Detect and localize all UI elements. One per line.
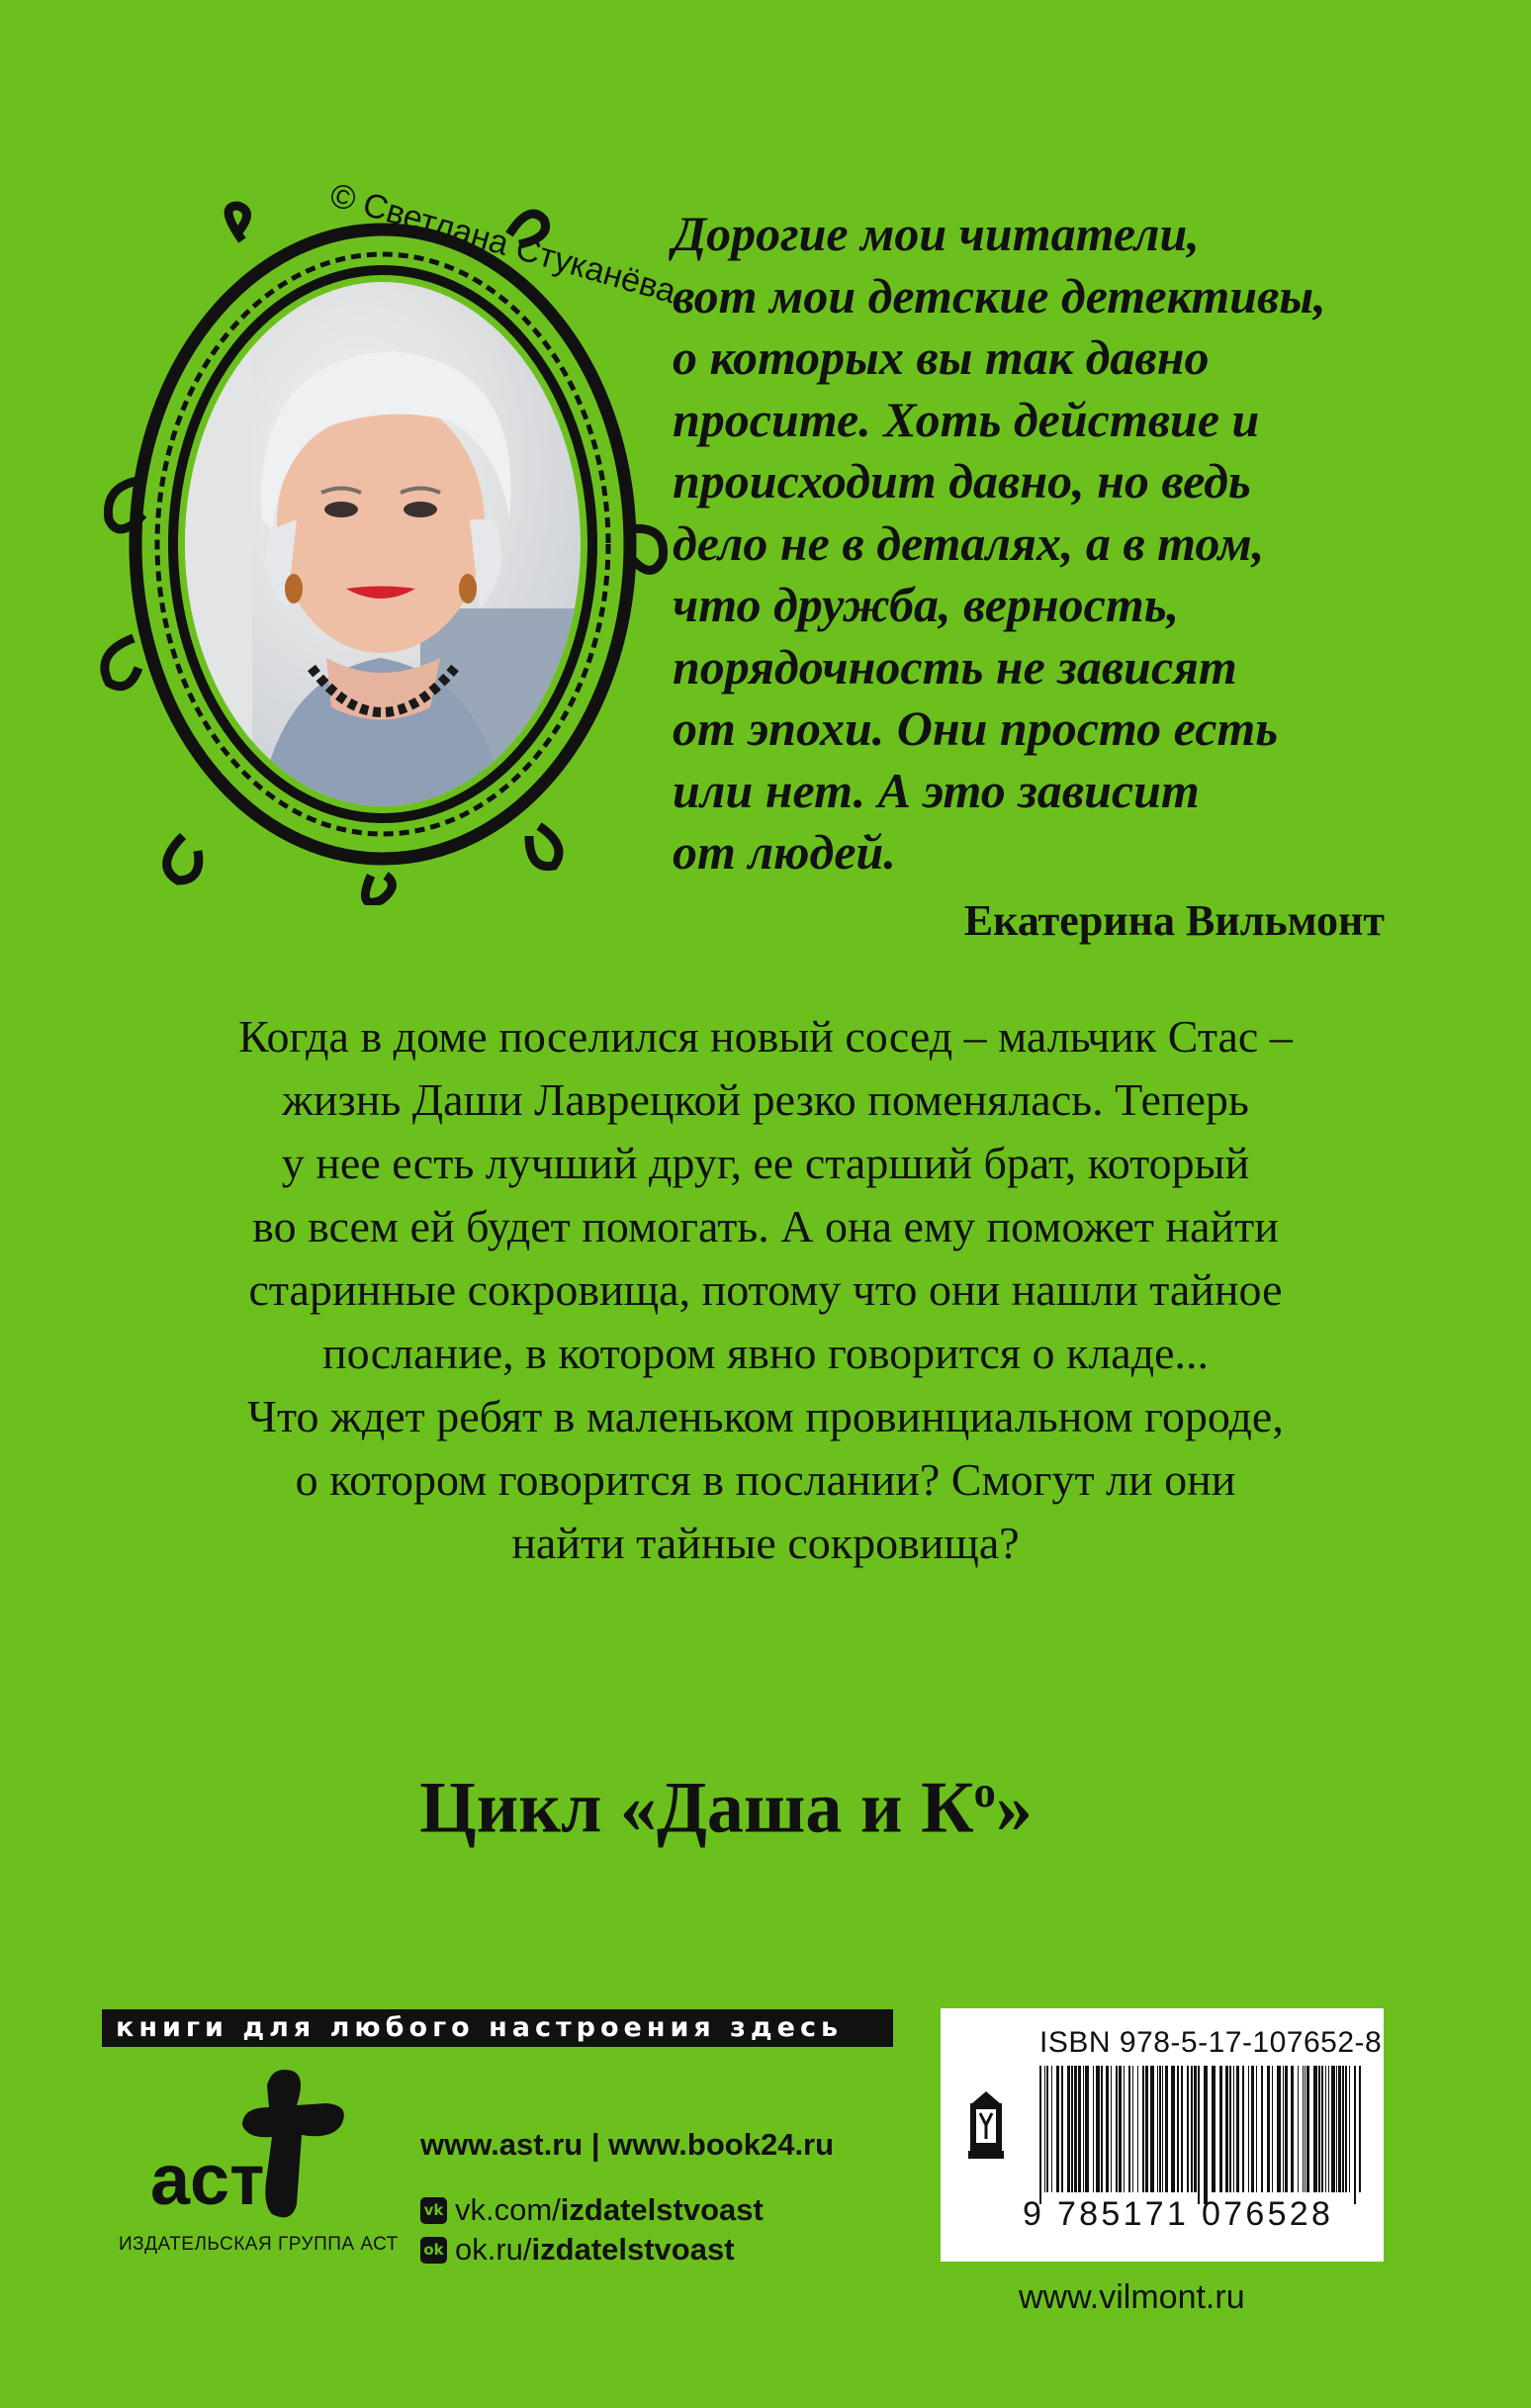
barcode-bar — [1165, 2066, 1168, 2192]
barcode-bar — [1233, 2066, 1234, 2192]
barcode-bar — [1325, 2066, 1326, 2192]
isbn-digits: 9 785171 076528 — [1023, 2195, 1334, 2233]
book-description — [59, 1005, 1472, 1575]
barcode-bar — [1219, 2066, 1222, 2192]
barcode-bar — [1359, 2066, 1361, 2192]
barcode-bar — [1085, 2066, 1089, 2192]
barcode — [1039, 2066, 1366, 2204]
quote-line: просите. Хоть действие и — [673, 391, 1260, 447]
barcode-bar — [1137, 2066, 1138, 2192]
photo-credit: © Светлана Стуканёва — [325, 176, 680, 312]
quote-line: дело не в деталях, а в том, — [673, 514, 1265, 571]
ok-icon: ok — [420, 2237, 447, 2264]
barcode-bar — [1162, 2066, 1163, 2192]
barcode-bar — [1074, 2066, 1077, 2192]
barcode-bar — [1236, 2066, 1239, 2192]
barcode-bar — [1150, 2066, 1154, 2192]
ok-link[interactable] — [420, 2230, 834, 2269]
barcode-bar — [1251, 2066, 1254, 2192]
series-superscript: о — [973, 1767, 996, 1816]
barcode-bar — [1096, 2066, 1100, 2192]
description-line: жизнь Даши Лаврецкой резко поменялась. Теперь — [282, 1074, 1249, 1125]
barcode-bar — [1229, 2066, 1231, 2192]
barcode-bar — [1159, 2066, 1161, 2192]
barcode-bar — [1298, 2066, 1299, 2192]
author-quote — [673, 203, 1424, 883]
barcode-bar — [1248, 2066, 1249, 2192]
logo-text: аст — [150, 2141, 265, 2220]
barcode-bar — [1145, 2066, 1148, 2192]
barcode-bar — [1256, 2066, 1257, 2192]
quote-line: вот мои детские детективы, — [673, 267, 1326, 324]
barcode-bar — [1093, 2066, 1094, 2192]
barcode-bar — [1111, 2066, 1112, 2192]
barcode-bar — [1242, 2066, 1244, 2192]
barcode-bar — [1204, 2066, 1208, 2204]
barcode-bar — [1191, 2066, 1193, 2192]
barcode-bar — [1285, 2066, 1288, 2192]
vk-prefix: vk.com/ — [455, 2192, 561, 2227]
publisher-links — [420, 2127, 834, 2269]
barcode-bar — [1267, 2066, 1270, 2192]
barcode-bar — [1306, 2066, 1309, 2192]
quote-line: о которых вы так давно — [673, 329, 1210, 385]
barcode-bar — [1338, 2066, 1341, 2192]
barcode-bar — [1142, 2066, 1144, 2192]
quote-line: что дружба, верность, — [673, 577, 1180, 632]
description-line: послание, в котором явно говорится о кладе... — [321, 1328, 1210, 1378]
barcode-bar — [1277, 2066, 1281, 2192]
vk-handle: izdatelstvoast — [560, 2192, 764, 2227]
description-line: во всем ей будет помогать. А она ему поможет найти — [252, 1201, 1279, 1251]
barcode-bar — [1303, 2066, 1304, 2192]
barcode-bar — [1181, 2066, 1183, 2192]
quote-author: Екатерина Вильмонт — [963, 896, 1385, 945]
barcode-bar — [1318, 2066, 1320, 2192]
description-line: найти тайные сокровища? — [511, 1518, 1020, 1568]
barcode-bar — [1354, 2066, 1356, 2204]
barcode-bar — [1046, 2066, 1048, 2192]
barcode-bar — [1331, 2066, 1335, 2192]
barcode-bar — [1124, 2066, 1125, 2192]
barcode-bar — [1083, 2066, 1084, 2192]
barcode-bar — [1061, 2066, 1063, 2192]
barcode-bar — [1313, 2066, 1317, 2192]
ok-handle: izdatelstvoast — [531, 2232, 735, 2267]
barcode-bar — [1336, 2066, 1337, 2192]
barcode-bar — [1051, 2066, 1052, 2192]
barcode-bar — [1349, 2066, 1350, 2192]
description-line: Когда в доме поселился новый сосед – мальчик Стас – — [238, 1011, 1293, 1062]
publisher-sites[interactable]: www.ast.ru | www.book24.ru — [420, 2127, 835, 2162]
description-line: старинные сокровища, потому что они нашли тайное — [248, 1264, 1283, 1315]
ast-logo-icon — [148, 2066, 366, 2234]
barcode-bar — [1261, 2066, 1263, 2192]
quote-line: от эпохи. Они просто есть — [673, 700, 1279, 756]
quote-line: порядочность не зависят — [673, 638, 1237, 695]
barcode-bar — [1101, 2066, 1103, 2192]
barcode-bar — [1291, 2066, 1294, 2192]
barcode-bar — [1177, 2066, 1179, 2192]
vk-link[interactable] — [420, 2190, 834, 2230]
barcode-bar — [1071, 2066, 1073, 2192]
barcode-bar — [1305, 2066, 1306, 2192]
quote-line: происходит давно, но ведь — [673, 453, 1251, 509]
author-website[interactable]: www.vilmont.ru — [1019, 2278, 1245, 2316]
barcode-bar — [1187, 2066, 1189, 2192]
barcode-bar — [1198, 2066, 1200, 2204]
barcode-bar — [1106, 2066, 1109, 2192]
barcode-bar — [1119, 2066, 1122, 2192]
barcode-bar — [1116, 2066, 1118, 2192]
barcode-bar — [1044, 2066, 1045, 2192]
barcode-bar — [1342, 2066, 1344, 2192]
publisher-caption: ИЗДАТЕЛЬСКАЯ ГРУППА АСТ — [119, 2234, 399, 2255]
barcode-bar — [1345, 2066, 1347, 2192]
description-line: Что ждет ребят в маленьком провинциальном городе, — [247, 1391, 1284, 1441]
barcode-bar — [1067, 2066, 1070, 2192]
barcode-bar — [1194, 2066, 1197, 2192]
description-line: у нее есть лучший друг, ее старший брат, который — [281, 1138, 1250, 1188]
promo-banner: книги для любого настроения здесь — [102, 2009, 893, 2047]
quote-line: Дорогие мои читатели, — [673, 206, 1200, 261]
barcode-bar — [1056, 2066, 1059, 2192]
barcode-bar — [1272, 2066, 1273, 2192]
barcode-bar — [1039, 2066, 1041, 2204]
barcode-bar — [1328, 2066, 1329, 2192]
lantern-icon — [962, 2089, 1010, 2163]
isbn-label: ISBN 978-5-17-107652-8 — [1039, 2026, 1383, 2059]
barcode-bar — [1078, 2066, 1081, 2192]
series-title: Цикл «Даша и $К^о$» — [419, 1767, 1033, 1849]
quote-line: от людей. — [673, 824, 896, 880]
description-line: о котором говорится в послании? Смогут ли они — [295, 1454, 1236, 1505]
vk-icon: vk — [420, 2197, 447, 2224]
quote-line: или нет. А это зависит — [673, 762, 1200, 818]
barcode-bar — [1157, 2066, 1158, 2192]
barcode-bar — [1212, 2066, 1216, 2192]
portrait-frame — [74, 193, 668, 905]
barcode-bar — [1171, 2066, 1175, 2192]
barcode-bar — [1128, 2066, 1130, 2192]
barcode-bar — [1283, 2066, 1284, 2192]
barcode-bar — [1321, 2066, 1323, 2192]
isbn-barcode — [941, 2008, 1384, 2262]
barcode-bar — [1225, 2066, 1228, 2192]
ok-prefix: ok.ru/ — [455, 2232, 532, 2267]
barcode-bar — [1132, 2066, 1133, 2192]
